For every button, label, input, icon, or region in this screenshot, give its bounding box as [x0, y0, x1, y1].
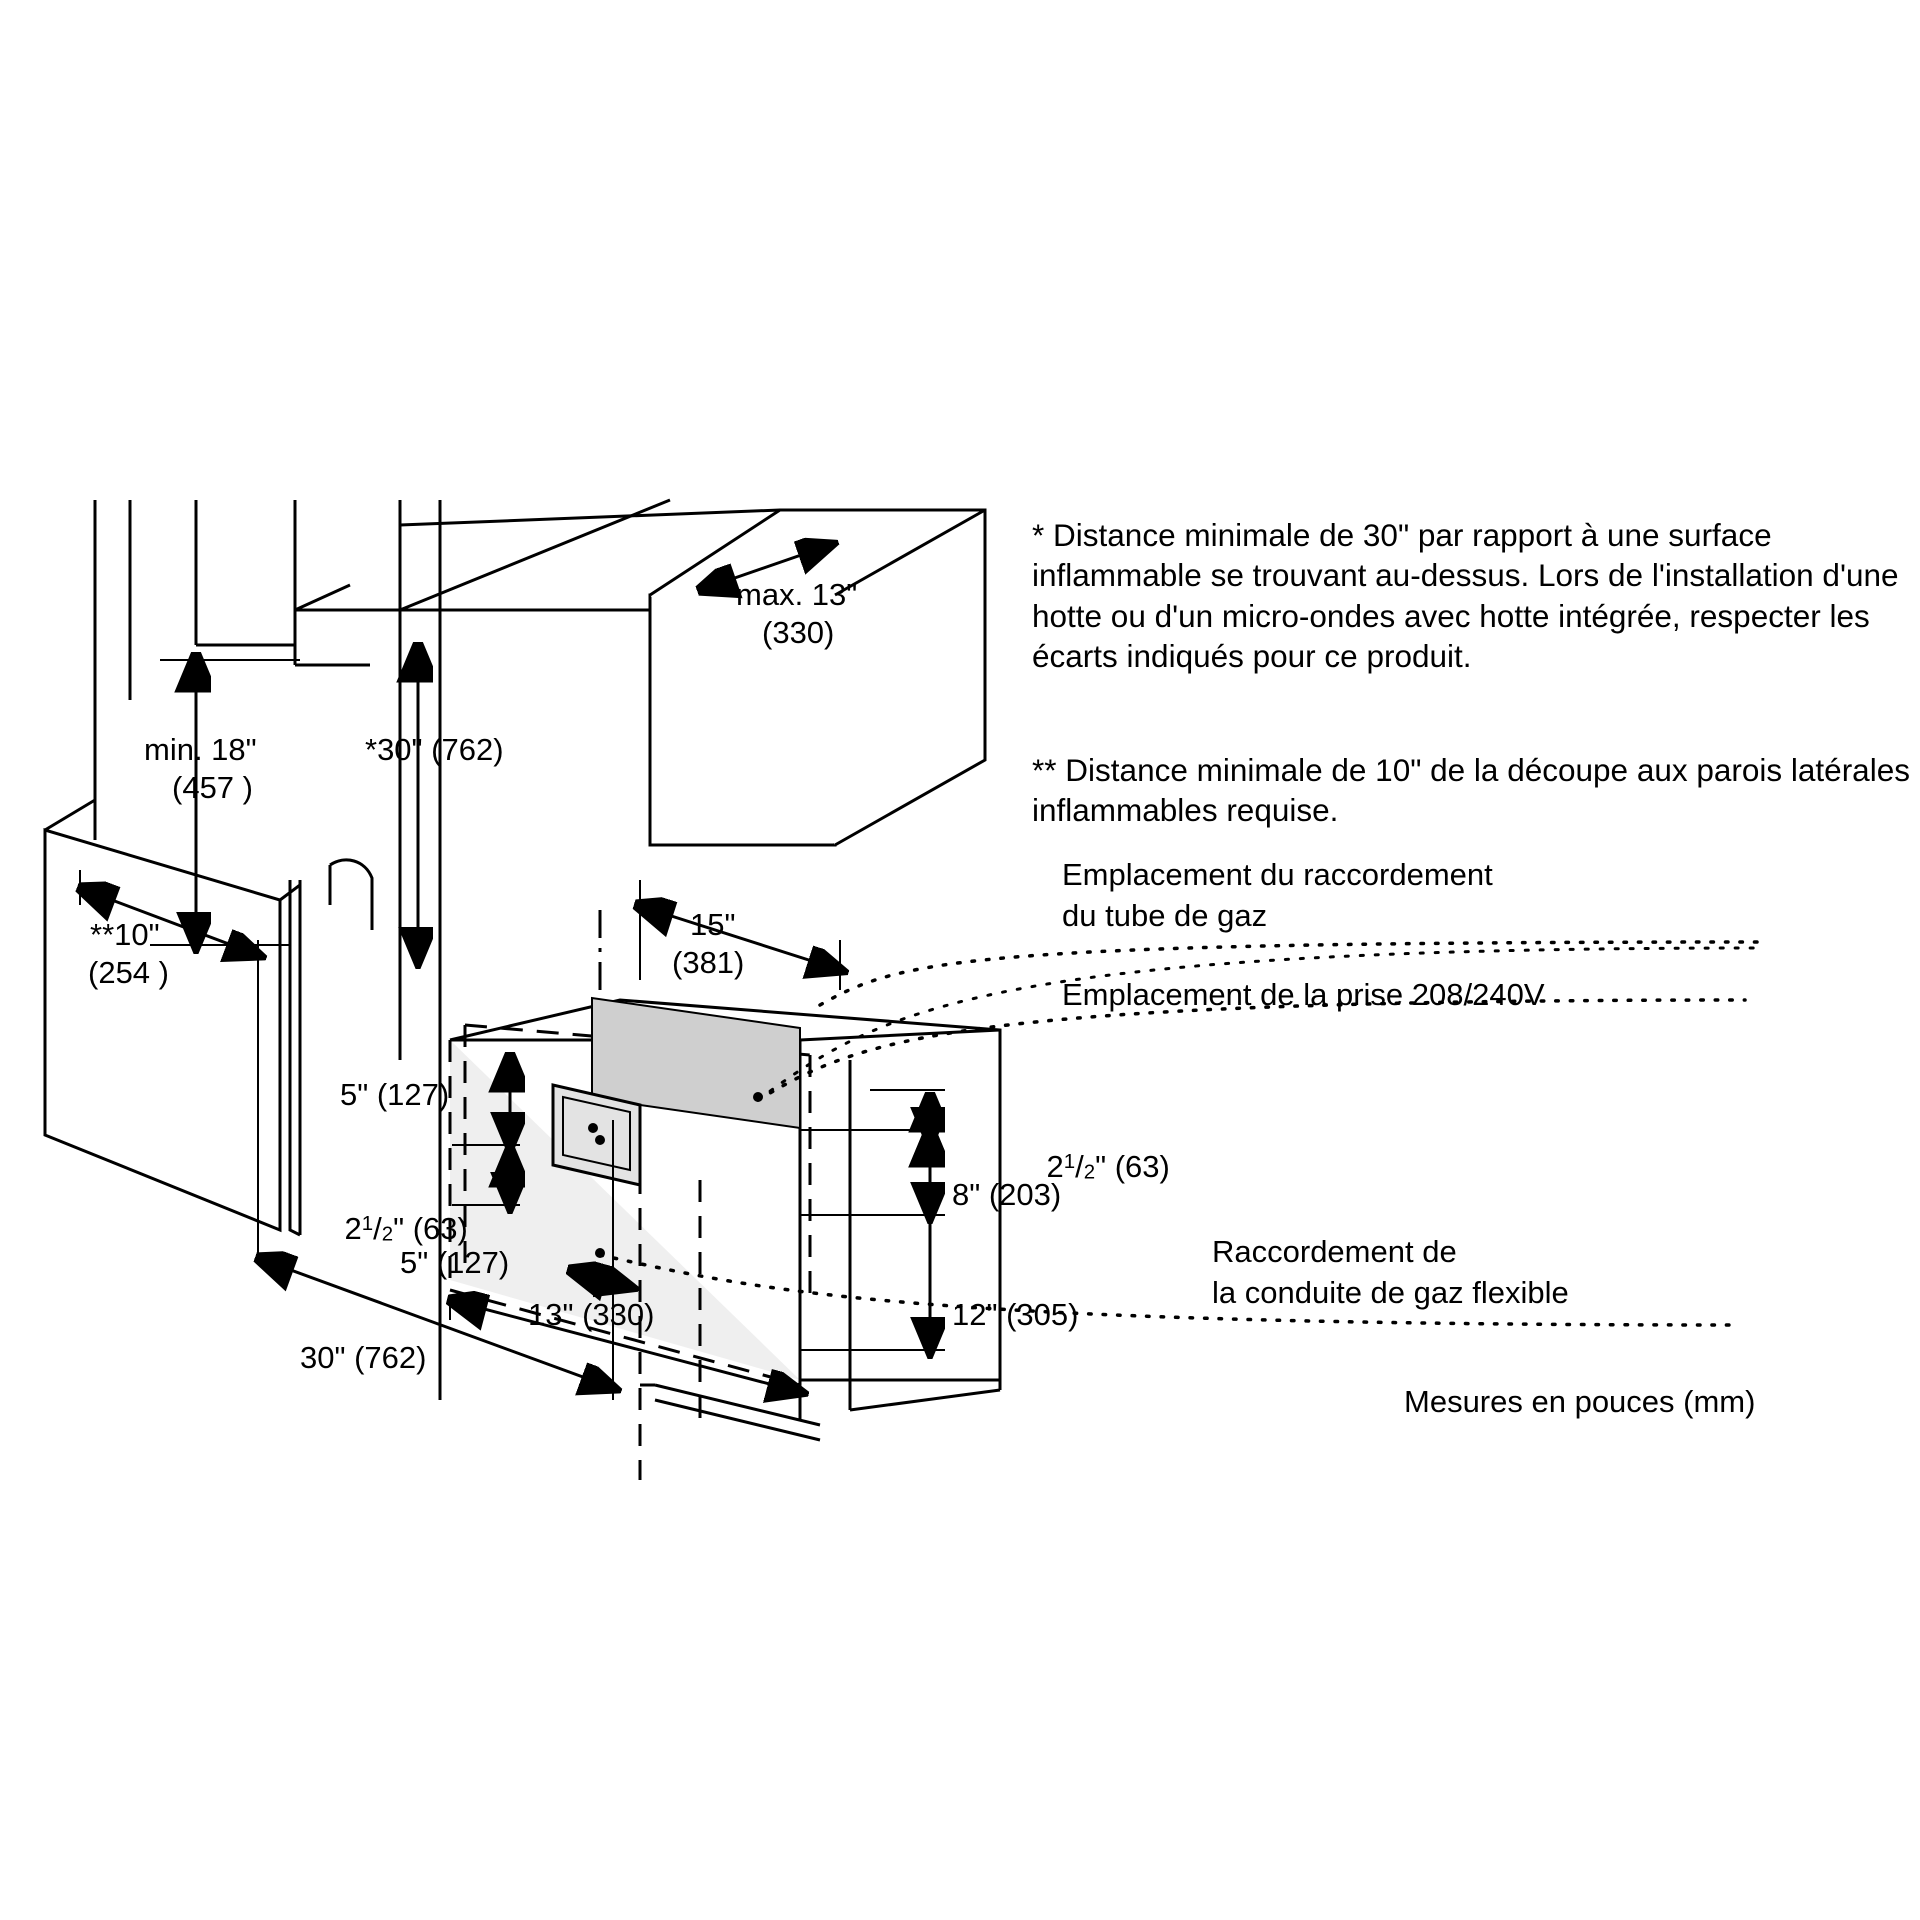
- dim-label-15-381-line2: (381): [672, 945, 745, 980]
- callout-outlet-line1: Emplacement de la prise 208/240V: [1062, 977, 1545, 1012]
- counter-bottom-right: [850, 1390, 1000, 1410]
- note-double-asterisk-text: Distance minimale de 10" de la découpe aux parois latérales inflammables requise.: [1032, 752, 1910, 829]
- perspective-top-2: [295, 585, 350, 610]
- ceiling-line: [400, 510, 780, 525]
- fraction-2half-right: $2^1/_2$: [1046, 1149, 1096, 1185]
- footer-units: Mesures en pouces (mm): [1404, 1384, 1756, 1419]
- dim-label-5-127-lower: 5" (127): [400, 1245, 510, 1280]
- dim-label-15-381-line1: 15": [690, 907, 736, 942]
- dot-flex-gas: [595, 1248, 605, 1258]
- dim-label-10-254-line1: **10": [90, 917, 160, 952]
- fraction-2half-left: $2^1/_2$: [344, 1211, 394, 1247]
- note-asterisk-marker: *: [1032, 517, 1045, 553]
- note-double-asterisk: [1032, 750, 1912, 831]
- callout-flex-gas-line2: la conduite de gaz flexible: [1212, 1275, 1569, 1310]
- dot-gas-pipe: [595, 1135, 605, 1145]
- dim-label-10-254-line2: (254 ): [88, 955, 169, 990]
- dim-label-12-305: 12" (305): [952, 1297, 1079, 1332]
- dim-label-2half-63-left: $2^1/_2$" (63): [310, 1170, 468, 1287]
- callout-gas-pipe-line2: du tube de gaz: [1062, 898, 1268, 933]
- dim-label-30-762-bottom: 30" (762): [300, 1340, 427, 1375]
- door-handle: [330, 860, 372, 930]
- dot-gas-pipe-2: [588, 1123, 598, 1133]
- dim-label-max13-line2: (330): [762, 615, 835, 650]
- dim-label-5-127-upper: 5" (127): [340, 1077, 450, 1112]
- note-double-asterisk-marker: **: [1032, 752, 1057, 788]
- dot-outlet: [753, 1092, 763, 1102]
- dim-label-2half-63-right: $2^1/_2$" (63): [1012, 1108, 1170, 1225]
- callout-flex-gas-line1: Raccordement de: [1212, 1234, 1457, 1269]
- dim-label-30-762: *30" (762): [365, 732, 504, 767]
- dim-label-8-203: 8" (203): [952, 1177, 1062, 1212]
- note-asterisk-text: Distance minimale de 30" par rapport à une surface inflammable se trouvant au-dessus. Lors de l'installation d'une hotte ou d'un micro-ondes avec hotte intégrée, respecter les écarts indiqués pour ce produit.: [1032, 517, 1899, 674]
- dim-label-13-330: 13" (330): [528, 1297, 655, 1332]
- dim-label-min18-line1: min. 18": [144, 732, 257, 767]
- dim-label-min18-line2: (457 ): [172, 770, 253, 805]
- note-asterisk: [1032, 515, 1912, 676]
- left-cabinet-top-left: [45, 800, 95, 830]
- callout-gas-pipe-line1: Emplacement du raccordement: [1062, 857, 1493, 892]
- dim-label-max13-line1: max. 13": [736, 577, 858, 612]
